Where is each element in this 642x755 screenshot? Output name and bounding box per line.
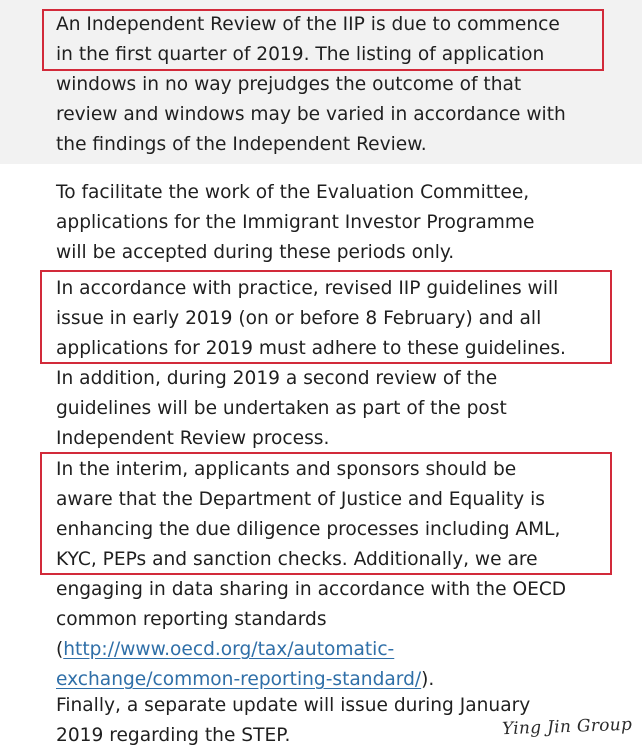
paragraph-due-diligence	[56, 455, 566, 695]
link-line-1	[56, 635, 566, 665]
paragraph-step-update	[56, 691, 530, 751]
text-line: An Independent Review of the IIP is due to commence	[56, 14, 560, 35]
text-line: In the interim, applicants and sponsors should be	[56, 459, 517, 480]
watermark-logo: Ying Jin Group	[501, 714, 633, 740]
text-line: common reporting standards	[56, 609, 327, 630]
oecd-link-part-1[interactable]: http://www.oecd.org/tax/automatic-	[63, 639, 395, 660]
text-line: engaging in data sharing in accordance with the OECD	[56, 579, 567, 600]
text-line: Finally, a separate update will issue during January	[56, 695, 531, 716]
text-line: In addition, during 2019 a second review of the	[56, 368, 498, 389]
text-line: applications for 2019 must adhere to these guidelines.	[56, 338, 566, 359]
paragraph-evaluation-committee	[56, 178, 534, 268]
text-line: KYC, PEPs and sanction checks. Additionally, we are	[56, 549, 538, 570]
text-line: guidelines will be undertaken as part of the post	[56, 398, 507, 419]
panel-separator	[0, 164, 642, 172]
oecd-link-part-2[interactable]: exchange/common-reporting-standard/	[56, 669, 422, 690]
text-line: will be accepted during these periods only.	[56, 242, 455, 263]
text-line: windows in no way prejudges the outcome of that	[56, 74, 522, 95]
text-line: enhancing the due diligence processes including AML,	[56, 519, 561, 540]
text-line: In accordance with practice, revised IIP guidelines will	[56, 278, 559, 299]
text-line: in the first quarter of 2019. The listing of application	[56, 44, 545, 65]
text-line: 2019 regarding the STEP.	[56, 725, 291, 746]
link-close-paren: ).	[421, 669, 435, 690]
text-line: review and windows may be varied in accordance with	[56, 104, 566, 125]
text-line: To facilitate the work of the Evaluation Committee,	[56, 182, 530, 203]
paragraph-independent-review	[56, 10, 566, 160]
text-line: issue in early 2019 (on or before 8 February) and all	[56, 308, 542, 329]
link-open-paren: (	[56, 639, 64, 660]
paragraph-revised-guidelines	[56, 274, 566, 454]
text-line: Independent Review process.	[56, 428, 330, 449]
text-line: aware that the Department of Justice and Equality is	[56, 489, 545, 510]
text-line: the findings of the Independent Review.	[56, 134, 427, 155]
text-line: applications for the Immigrant Investor Programme	[56, 212, 535, 233]
